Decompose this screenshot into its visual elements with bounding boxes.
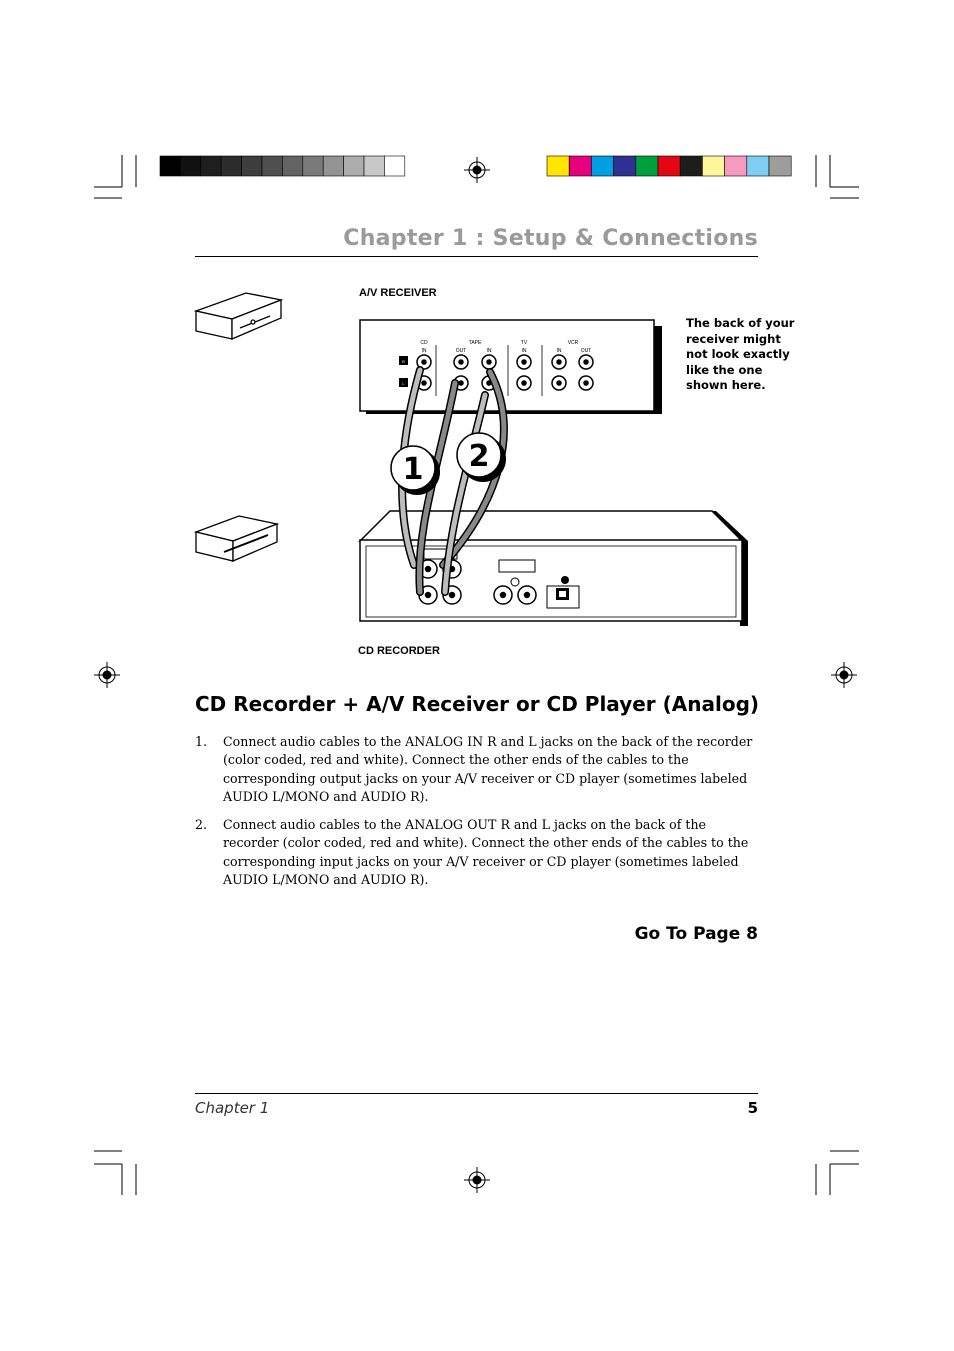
rca-jack-icon xyxy=(518,586,536,604)
jack-label-cd: CD xyxy=(420,340,428,346)
jack-label-tape-in: IN xyxy=(486,348,492,354)
rca-jack-icon xyxy=(454,355,468,369)
receiver-note: The back of your receiver might not look exactly like the one shown here. xyxy=(686,316,795,392)
jack-label-vcr-in: IN xyxy=(556,348,562,354)
instruction-list xyxy=(195,733,761,899)
step-text: Connect audio cables to the ANALOG IN R and L jacks on the back of the recorder (color coded, red and white). Connect the other ends of the cables to the corresponding output jacks on your A/V receiver or CD player (sometimes labeled AUDIO L/MONO and AUDIO R). xyxy=(223,734,753,804)
list-item xyxy=(195,733,761,806)
callout-2-text: 2 xyxy=(468,439,490,474)
jack-label-tv: TV xyxy=(520,340,528,346)
jack-label-tape: TAPE xyxy=(468,340,482,346)
jack-label-r: R xyxy=(402,359,405,364)
rca-jack-icon xyxy=(482,355,496,369)
callout-1-text: 1 xyxy=(402,452,424,487)
jack-label-tape-out: OUT xyxy=(455,348,467,354)
receiver-back-panel xyxy=(360,320,662,414)
jack-label-vcr: VCR xyxy=(567,340,579,346)
list-item xyxy=(195,816,761,889)
rca-jack-icon xyxy=(517,376,531,390)
section-heading: CD Recorder + A/V Receiver or CD Player (Analog) xyxy=(195,692,760,716)
recorder-icon xyxy=(196,516,277,561)
go-to-page-link[interactable]: Go To Page 8 xyxy=(634,924,758,944)
rca-jack-icon xyxy=(494,586,512,604)
recorder-label: CD RECORDER xyxy=(358,645,440,657)
rca-jack-icon xyxy=(579,355,593,369)
jack-label-vcr-out: OUT xyxy=(580,348,592,354)
chapter-title: Chapter 1 : Setup & Connections xyxy=(343,226,758,251)
footer-rule xyxy=(195,1093,758,1094)
page-number: 5 xyxy=(747,1099,758,1117)
jack-label-cd-in: IN xyxy=(421,348,427,354)
step-number: 2. xyxy=(195,817,208,833)
rca-jack-icon xyxy=(517,355,531,369)
jack-label-tv-in: IN xyxy=(521,348,527,354)
registration-mark-icon xyxy=(464,1167,490,1193)
step-number: 1. xyxy=(195,734,208,749)
footer-chapter: Chapter 1 xyxy=(195,1099,270,1117)
receiver-icon xyxy=(196,293,281,339)
jack-label-l: L xyxy=(402,381,405,386)
step-text: Connect audio cables to the ANALOG OUT R and L jacks on the back of the recorder (color coded, red and white). Connect the other ends of the cables to the corresponding input jacks on your A/V receiver or CD player (sometimes labeled AUDIO L/MONO and AUDIO R). xyxy=(223,817,749,888)
rca-jack-icon xyxy=(552,355,566,369)
rca-jack-icon xyxy=(579,376,593,390)
rca-jack-icon xyxy=(552,376,566,390)
receiver-label: A/V RECEIVER xyxy=(359,287,437,299)
